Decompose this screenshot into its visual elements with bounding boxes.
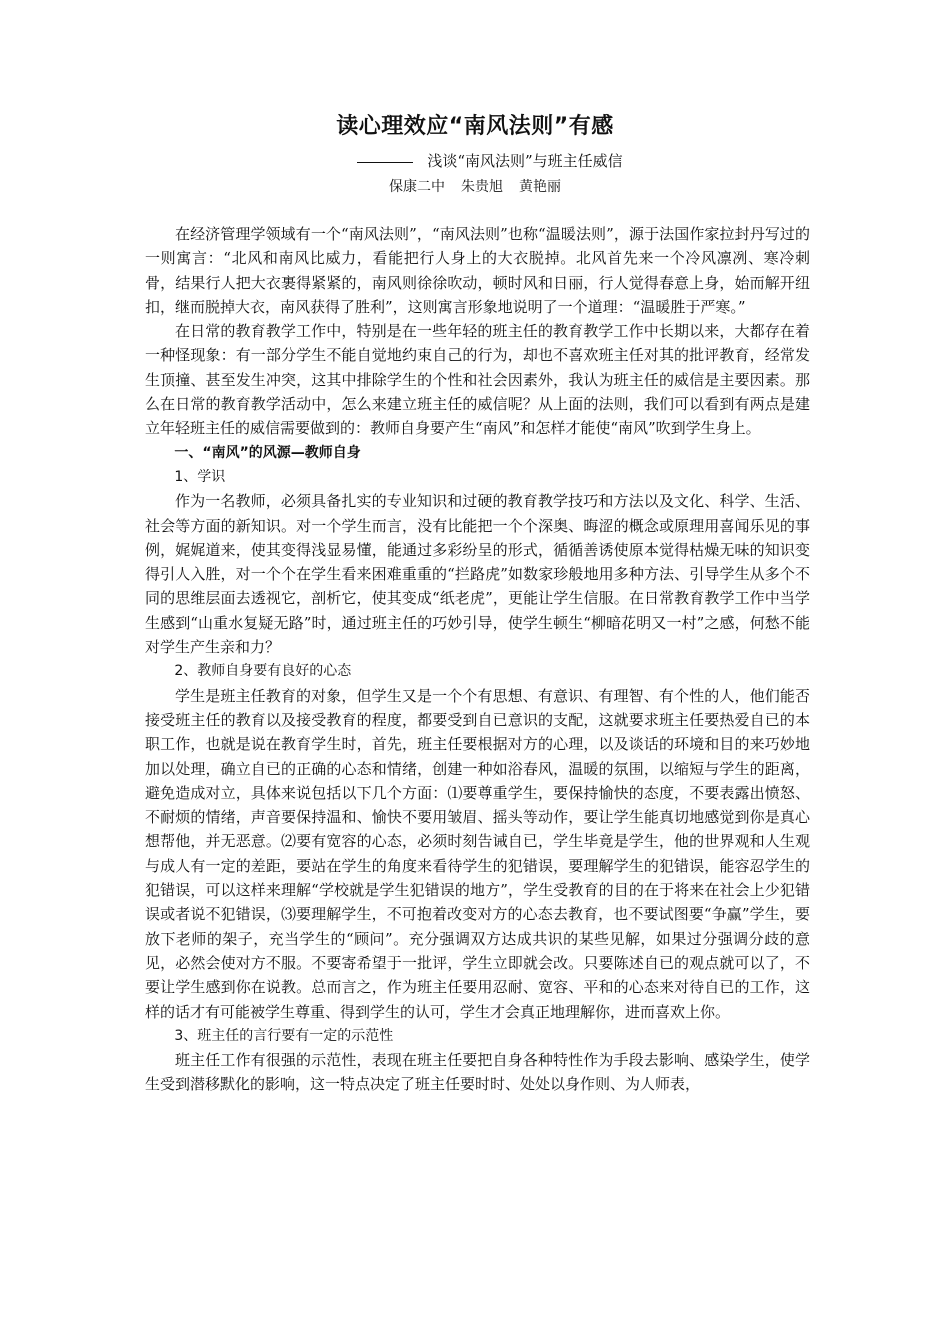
paragraph-problem: 在日常的教育教学工作中，特别是在一些年轻的班主任的教育教学工作中长期以来，大都存在着一种怪现象：有一部分学生不能自觉地约束自己的行为，却也不喜欢班主任对其的批评教育，经常发生顶撞、甚至发生冲突，这其中排除学生的个性和社会因素外，我认为班主任的威信是主要因素。那么在日常的教育教学活动中，怎么来建立班主任的威信呢？从上面的法则，我们可以看到有两点是建立年轻班主任的威信需要做到的：教师自身要产生“南风”和怎样才能使“南风”吹到学生身上。 bbox=[145, 322, 810, 438]
author-name-1: 朱贵旭 bbox=[461, 179, 503, 195]
subtitle-dash bbox=[357, 162, 413, 163]
author-line bbox=[0, 176, 950, 198]
section-heading-1: 一、“南风”的风源—教师自身 bbox=[174, 444, 361, 461]
subsection-heading-3: 3、班主任的言行要有一定的示范性 bbox=[174, 1027, 394, 1044]
document-title: 读心理效应“南风法则”有感 bbox=[336, 114, 614, 139]
subsection-heading-2: 2、教师自身要有良好的心态 bbox=[174, 663, 352, 680]
paragraph-intro: 在经济管理学领域有一个“南风法则”，“南风法则”也称“温暖法则”，源于法国作家拉封丹写过的一则寓言：“北风和南风比威力，看能把行人身上的大衣脱掉。北风首先来一个冷风凛冽、寒冷刺骨，结果行人把大衣裹得紧紧的，南风则徐徐吹动，顿时风和日丽，行人觉得春意上身，始而解开纽扣，继而脱掉大衣，南风获得了胜利”，这则寓言形象地说明了一个道理：“温暖胜于严寒。” bbox=[145, 225, 810, 316]
subtitle-text: 浅谈“南风法则”与班主任威信 bbox=[427, 152, 623, 170]
document-subtitle bbox=[0, 150, 950, 172]
paragraph-knowledge: 作为一名教师，必须具备扎实的专业知识和过硬的教育教学技巧和方法以及文化、科学、生活、社会等方面的新知识。对一个学生而言，没有比能把一个个深奥、晦涩的概念或原理用喜闻乐见的事例，娓娓道来，使其变得浅显易懂，能通过多彩纷呈的形式，循循善诱使原本觉得枯燥无味的知识变得引人入胜，对一个个在学生看来困难重重的“拦路虎”如数家珍般地用多种方法、引导学生从多个不同的思维层面去透视它，剖析它，使其变成“纸老虎”，更能让学生信服。在日常教育教学工作中当学生感到“山重水复疑无路”时，通过班主任的巧妙引导，使学生顿生“柳暗花明又一村”之感，何愁不能对学生产生亲和力？ bbox=[145, 492, 810, 657]
paragraph-example: 班主任工作有很强的示范性，表现在班主任要把自身各种特性作为手段去影响、感染学生，使学生受到潜移默化的影响，这一特点决定了班主任要时时、处处以身作则、为人师表， bbox=[145, 1051, 810, 1094]
subsection-heading-1: 1、学识 bbox=[174, 468, 226, 485]
school-name: 保康二中 bbox=[389, 179, 445, 195]
author-name-2: 黄艳丽 bbox=[519, 179, 561, 195]
article-body bbox=[145, 222, 810, 1097]
paragraph-mindset: 学生是班主任教育的对象，但学生又是一个个有思想、有意识、有理智、有个性的人，他们能否接受班主任的教育以及接受教育的程度，都要受到自已意识的支配，这就要求班主任要热爱自已的本职工作，也就是说在教育学生时，首先，班主任要根据对方的心理，以及谈话的环境和目的来巧妙地加以处理，确立自已的正确的心态和情绪，创建一种如浴春风，温暖的氛围，以缩短与学生的距离，避免造成对立，具体来说包括以下几个方面：⑴要尊重学生，要保持愉快的态度，不要表露出愤怒、不耐烦的情绪，声音要保持温和、愉快不要用皱眉、摇头等动作，要让学生能真切地感觉到你是真心想帮他，并无恶意。⑵要有宽容的心态，必须时刻告诫自已，学生毕竟是学生，他的世界观和人生观与成人有一定的差距，要站在学生的角度来看待学生的犯错误，要理解学生的犯错误，能容忍学生的犯错误，可以这样来理解“学校就是学生犯错误的地方”，学生受教育的目的在于将来在社会上少犯错误或者说不犯错误，⑶要理解学生，不可抱着改变对方的心态去教育，也不要试图要“争赢”学生，要放下老师的架子，充当学生的“顾问”。充分强调双方达成共识的某些见解，如果过分强调分歧的意见，必然会使对方不服。不要寄希望于一批评，学生立即就会改。只要陈述自已的观点就可以了，不要让学生感到你在说教。总而言之，作为班主任要用忍耐、宽容、平和的心态来对待自已的工作，这样的话才有可能被学生尊重、得到学生的认可，学生才会真正地理解你，进而喜欢上你。 bbox=[145, 686, 810, 1021]
